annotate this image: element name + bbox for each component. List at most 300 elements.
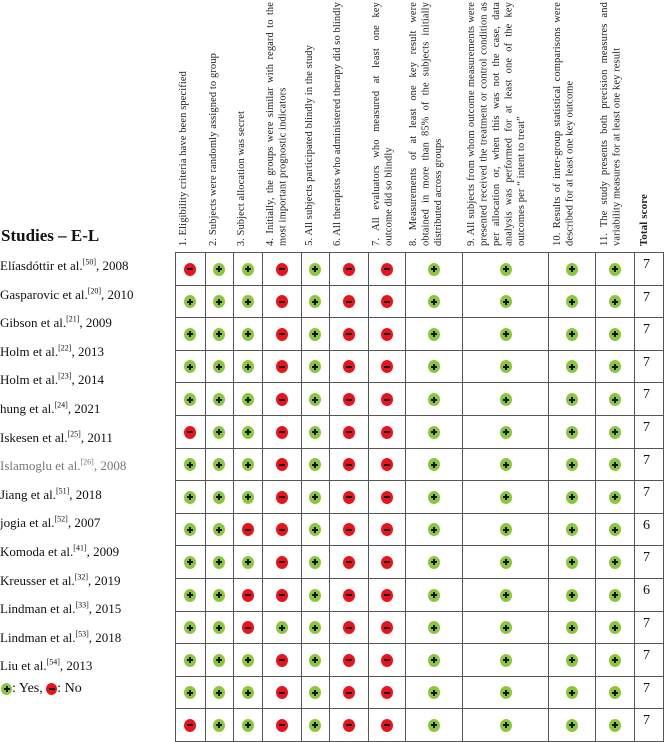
rating-cell [405,709,463,742]
study-author: Lindman et al. [0,629,76,645]
rating-cell [176,546,206,579]
yes-plus-icon [309,654,321,667]
study-year: , 2013 [59,658,93,674]
study-ref: [52] [54,515,68,525]
no-minus-icon [276,393,288,406]
rating-cell [176,578,206,611]
rating-cell [262,415,301,448]
no-minus-icon [242,589,254,602]
rating-cell [596,253,635,286]
yes-plus-icon [566,589,578,602]
rating-cell [463,350,549,383]
yes-plus-icon [500,491,512,504]
yes-plus-icon [566,360,578,373]
study-name [0,309,134,338]
study-ref: [50] [82,257,96,267]
rating-cell [205,383,233,416]
rating-cell [549,350,596,383]
yes-plus-icon [242,458,254,471]
rating-cell [205,709,233,742]
total-score: 7 [634,285,663,318]
rating-cell [368,578,405,611]
criterion-header [549,0,596,250]
study-year: , 2007 [67,515,101,531]
no-minus-icon [276,491,288,504]
study-ref: [25] [67,429,81,439]
rating-cell [329,676,368,709]
yes-plus-icon [242,654,254,667]
yes-plus-icon [213,719,225,732]
yes-plus-icon [242,328,254,341]
yes-plus-icon [213,328,225,341]
study-ref: [41] [73,543,87,553]
study-year: , 2008 [96,258,129,273]
legend-no: : No [57,681,82,696]
rating-cell [596,383,635,416]
rating-cell [549,253,596,286]
study-ref: [20] [87,286,102,296]
study-names [0,252,134,681]
no-minus-icon [343,654,355,667]
rating-cell [368,513,405,546]
yes-plus-icon [213,393,225,406]
yes-plus-icon [213,589,225,602]
no-minus-icon [381,360,393,373]
rating-cell [176,253,206,286]
study-author: Komoda et al. [0,543,74,559]
yes-plus-icon [309,686,321,699]
no-minus-icon [343,621,355,634]
criterion-label: 10. Results of inter-group statistical comparisons were described for at least one key outcome [552,2,576,246]
rating-cell [262,448,301,481]
yes-plus-icon [609,589,621,602]
rating-cell [596,513,635,546]
yes-plus-icon [566,393,578,406]
legend [1,681,82,697]
rating-cell [301,415,329,448]
no-minus-icon [184,263,196,276]
yes-plus-icon [500,654,512,667]
study-author: Gasparovic et al. [0,286,88,302]
no-minus-icon [343,491,355,504]
yes-plus-icon [184,556,196,569]
criterion-header [329,0,368,250]
rating-cell [233,350,262,383]
rating-cell [405,578,463,611]
rating-cell [301,481,329,514]
study-name [0,538,134,567]
yes-plus-icon [242,295,254,308]
rating-cell [262,644,301,677]
total-score: 7 [634,546,663,579]
rating-cell [262,546,301,579]
no-minus-icon [184,426,196,439]
rating-cell [205,285,233,318]
rating-cell [549,644,596,677]
rating-cell [329,611,368,644]
yes-plus-icon [428,719,440,732]
rating-cell [463,481,549,514]
no-minus-icon [381,328,393,341]
rating-cell [368,611,405,644]
criterion-header [368,0,405,250]
rating-cell [463,383,549,416]
rating-cell [368,676,405,709]
rating-cell [262,513,301,546]
rating-cell [233,546,262,579]
yes-plus-icon [500,360,512,373]
yes-plus-icon [566,295,578,308]
no-minus-icon [381,556,393,569]
rating-cell [205,676,233,709]
rating-cell [262,318,301,351]
yes-plus-icon [609,719,621,732]
study-ref: [21] [66,314,80,324]
rating-cell [176,318,206,351]
study-name [0,595,134,624]
no-minus-icon [276,328,288,341]
no-minus-icon [381,621,393,634]
no-minus-icon [343,360,355,373]
rating-cell [596,350,635,383]
rating-cell [596,709,635,742]
study-author: Jiang et al. [0,486,56,502]
rating-cell [262,285,301,318]
no-minus-icon [343,393,355,406]
no-minus-icon [184,719,196,732]
rating-cell [233,578,262,611]
rating-cell [233,415,262,448]
rating-cell [176,285,206,318]
no-minus-icon [343,295,355,308]
study-name [0,567,134,596]
no-minus-icon [381,686,393,699]
rating-cell [301,285,329,318]
yes-plus-icon [213,523,225,536]
yes-plus-icon [500,263,512,276]
rating-cell [549,676,596,709]
no-minus-icon [276,654,288,667]
rating-cell [463,644,549,677]
table-row [176,644,664,677]
no-minus-icon [276,523,288,536]
rating-cell [233,611,262,644]
no-minus-icon [343,328,355,341]
study-ref: [54] [46,657,60,667]
rating-cell [205,448,233,481]
study-year: , 2018 [88,629,122,645]
no-minus-icon [276,686,288,699]
rating-cell [405,253,463,286]
study-author: Gibson et al. [0,315,67,331]
rating-cell [368,383,405,416]
rating-cell [233,676,262,709]
yes-plus-icon [242,263,254,276]
no-minus-icon [276,295,288,308]
rating-cell [205,350,233,383]
total-score: 6 [634,578,663,611]
total-score: 7 [634,318,663,351]
study-year: , 2015 [88,601,122,617]
table-row [176,611,664,644]
no-minus-icon [46,683,57,695]
yes-plus-icon [184,523,196,536]
rating-cell [463,578,549,611]
no-minus-icon [381,458,393,471]
yes-plus-icon [609,458,621,471]
yes-plus-icon [500,621,512,634]
rating-cell [301,611,329,644]
criterion-label: 5. All subjects participated blindly in the study [304,45,315,246]
yes-plus-icon [609,523,621,536]
yes-plus-icon [309,263,321,276]
no-minus-icon [343,523,355,536]
yes-plus-icon [309,589,321,602]
yes-plus-icon [309,621,321,634]
yes-plus-icon [566,654,578,667]
rating-cell [405,481,463,514]
rating-cell [368,546,405,579]
yes-plus-icon [242,719,254,732]
quality-assessment-table [175,252,664,742]
yes-plus-icon [566,719,578,732]
yes-plus-icon [500,295,512,308]
rating-cell [176,644,206,677]
yes-plus-icon [566,491,578,504]
no-minus-icon [343,426,355,439]
rating-cell [301,350,329,383]
yes-plus-icon [609,621,621,634]
criterion-header [405,0,463,250]
table-row [176,513,664,546]
study-ref: [23] [58,372,72,382]
rating-cell [329,383,368,416]
table-row [176,350,664,383]
rating-cell [176,513,206,546]
rating-cell [405,513,463,546]
study-author: Elíasdóttir et al. [0,258,83,273]
yes-plus-icon [428,621,440,634]
yes-plus-icon [428,328,440,341]
yes-plus-icon [566,458,578,471]
rating-cell [262,481,301,514]
rating-cell [405,415,463,448]
criterion-label: 6. All therapists who administered therapy did so blindly [332,2,343,246]
criterion-label: 11. The study presents both precision measures and variability measures for at least one key result [599,2,623,246]
table-row [176,578,664,611]
yes-plus-icon [309,360,321,373]
yes-plus-icon [309,491,321,504]
rating-cell [329,415,368,448]
yes-plus-icon [566,621,578,634]
yes-plus-icon [428,295,440,308]
rating-cell [596,318,635,351]
rating-cell [549,546,596,579]
rating-cell [596,676,635,709]
yes-plus-icon [184,328,196,341]
no-minus-icon [381,491,393,504]
table-row [176,709,664,742]
yes-plus-icon [500,686,512,699]
no-minus-icon [343,589,355,602]
no-minus-icon [242,523,254,536]
rating-cell [463,253,549,286]
yes-plus-icon [309,426,321,439]
rating-cell [549,383,596,416]
rating-cell [463,285,549,318]
no-minus-icon [343,719,355,732]
yes-plus-icon [566,328,578,341]
rating-cell [262,578,301,611]
no-minus-icon [381,589,393,602]
yes-plus-icon [609,263,621,276]
rating-cell [233,481,262,514]
yes-plus-icon [609,491,621,504]
table-row [176,383,664,416]
rating-cell [368,709,405,742]
rating-cell [368,350,405,383]
total-score: 7 [634,415,663,448]
yes-plus-icon [213,556,225,569]
yes-plus-icon [500,589,512,602]
rating-cell [549,709,596,742]
yes-plus-icon [213,295,225,308]
criterion-header [233,0,262,250]
yes-plus-icon [1,683,12,695]
table-row [176,676,664,709]
rating-cell [596,415,635,448]
table-row [176,285,664,318]
criterion-label: 2. Subjects were randomly assigned to group [208,53,219,246]
study-name [0,424,134,453]
rating-cell [596,546,635,579]
yes-plus-icon [213,263,225,276]
yes-plus-icon [184,621,196,634]
rating-cell [549,611,596,644]
yes-plus-icon [566,556,578,569]
yes-plus-icon [213,426,225,439]
rating-cell [205,318,233,351]
yes-plus-icon [566,426,578,439]
study-ref: [32] [74,572,89,582]
yes-plus-icon [242,491,254,504]
study-name [0,624,134,653]
yes-plus-icon [213,491,225,504]
study-ref: [33] [75,600,89,610]
yes-plus-icon [309,556,321,569]
total-score: 6 [634,513,663,546]
rating-cell [262,350,301,383]
rating-cell [301,578,329,611]
rating-cell [176,383,206,416]
yes-plus-icon [276,621,288,634]
criterion-header [301,0,329,250]
table-row [176,415,664,448]
rating-cell [176,709,206,742]
criterion-label: 9. All subjects from whom outcome measurements were presented received the treatment or control condition as per allocation or, when this was not the case, data analysis was performed for at least one of the key outcomes per “ intent to treat” [466,2,527,246]
study-author: Lindman et al. [0,601,76,617]
no-minus-icon [343,263,355,276]
total-score: 7 [634,709,663,742]
study-author: Islamoglu et al. [0,458,81,474]
rating-cell [329,350,368,383]
rating-cell [368,253,405,286]
rating-cell [405,448,463,481]
no-minus-icon [276,556,288,569]
yes-plus-icon [184,295,196,308]
yes-plus-icon [566,523,578,536]
rating-cell [549,513,596,546]
yes-plus-icon [309,393,321,406]
yes-plus-icon [609,360,621,373]
study-name [0,395,134,424]
no-minus-icon [276,360,288,373]
study-name [0,281,134,310]
rating-cell [405,676,463,709]
rating-cell [549,578,596,611]
rating-cell [233,253,262,286]
rating-cell [301,513,329,546]
study-year: , 2019 [88,572,121,588]
study-name [0,452,134,481]
yes-plus-icon [184,491,196,504]
rating-cell [176,415,206,448]
no-minus-icon [276,263,288,276]
rating-cell [463,448,549,481]
rating-cell [301,676,329,709]
study-name [0,652,134,681]
study-author: hung et al. [0,400,55,416]
study-author: Kreusser et al. [0,572,75,588]
yes-plus-icon [609,328,621,341]
yes-plus-icon [428,686,440,699]
study-author: Iskesen et al. [0,429,68,445]
yes-plus-icon [309,719,321,732]
rating-cell [205,481,233,514]
yes-plus-icon [242,686,254,699]
yes-plus-icon [184,458,196,471]
studies-title: Studies – E-L [1,226,100,245]
rating-cell [405,611,463,644]
yes-plus-icon [213,654,225,667]
criterion-label: 4. Initially, the groups were similar with regard to the most important prognostic indicators [265,2,289,246]
rating-cell [549,415,596,448]
legend-yes: : Yes, [12,681,47,696]
study-name [0,509,134,538]
no-minus-icon [381,654,393,667]
yes-plus-icon [500,556,512,569]
rating-cell [596,611,635,644]
rating-cell [405,383,463,416]
rating-cell [262,709,301,742]
no-minus-icon [242,621,254,634]
total-score: 7 [634,644,663,677]
rating-cell [301,253,329,286]
total-score: 7 [634,350,663,383]
criterion-header [635,0,664,250]
rating-cell [176,676,206,709]
study-author: Liu et al. [0,658,47,674]
yes-plus-icon [213,621,225,634]
no-minus-icon [343,556,355,569]
rating-cell [463,318,549,351]
study-ref: [26] [80,457,94,467]
rating-cell [233,318,262,351]
rating-cell [329,513,368,546]
rating-cell [205,644,233,677]
yes-plus-icon [428,360,440,373]
rating-cell [329,644,368,677]
